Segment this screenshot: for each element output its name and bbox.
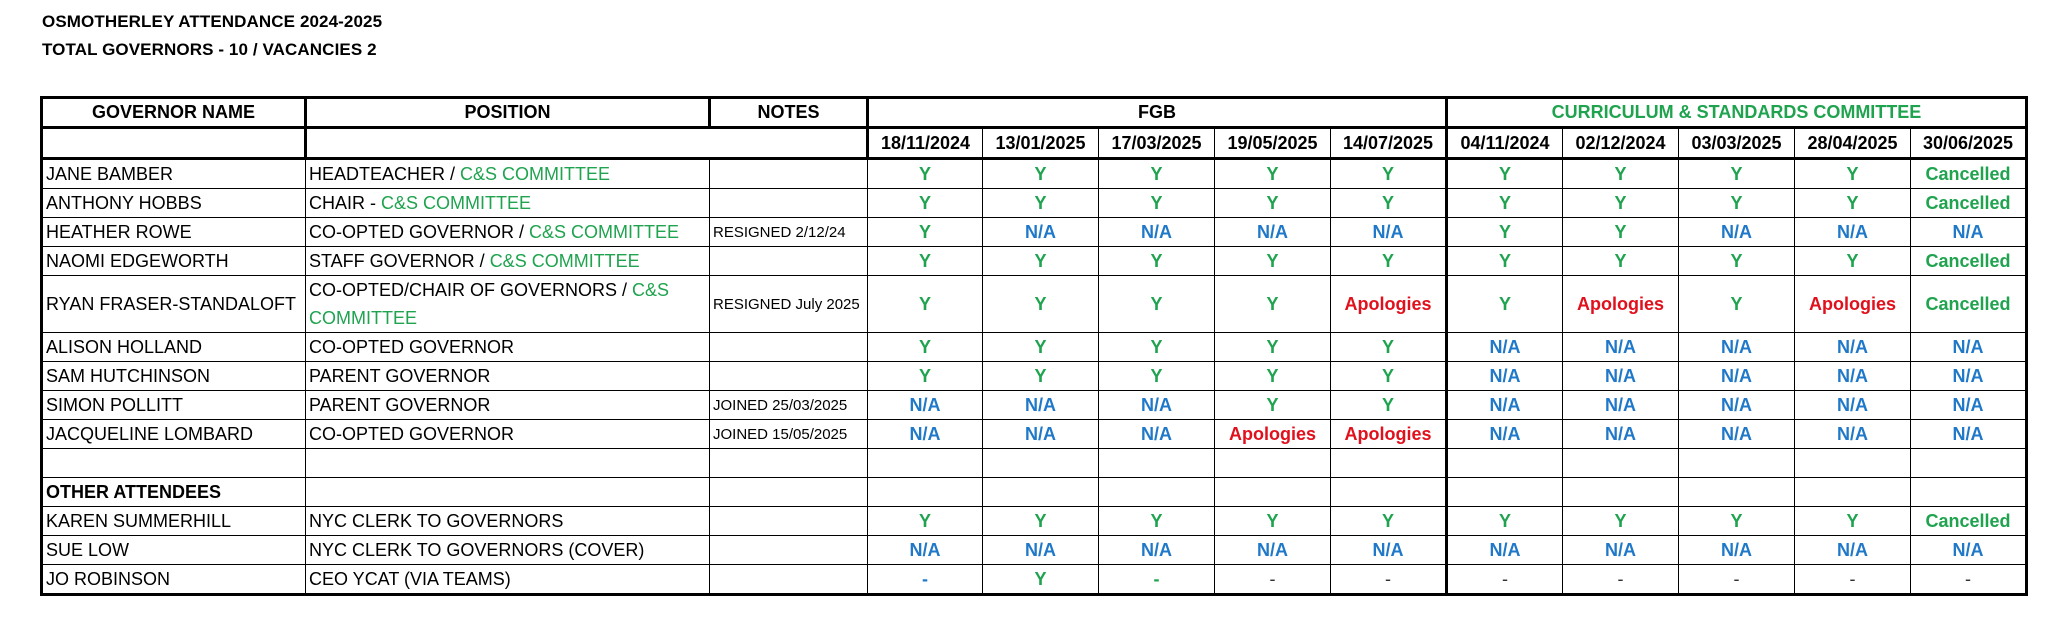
table-row [42, 507, 2027, 536]
attendance-cell: Cancelled [1911, 276, 2027, 333]
attendance-cell: Y [1331, 333, 1447, 362]
attendance-cell: Y [1215, 189, 1331, 218]
notes-cell [710, 507, 868, 536]
attendance-cell: Y [1215, 333, 1331, 362]
attendance-cell: Y [1099, 333, 1215, 362]
table-row [42, 391, 2027, 420]
position-cell [306, 565, 710, 595]
attendance-cell: N/A [1563, 420, 1679, 449]
attendance-cell: N/A [1911, 218, 2027, 247]
table-row [42, 276, 2027, 333]
position-text: CHAIR - [309, 192, 381, 213]
attendance-cell: N/A [1447, 362, 1563, 391]
attendance-cell: N/A [1795, 333, 1911, 362]
table-row [42, 536, 2027, 565]
attendance-cell: N/A [1331, 218, 1447, 247]
attendance-cell: Y [1795, 189, 1911, 218]
attendance-cell: - [1795, 565, 1911, 595]
attendance-cell: Y [1795, 247, 1911, 276]
header-notes: NOTES [710, 98, 868, 128]
position-cell [306, 218, 710, 247]
position-cell [306, 507, 710, 536]
table-row [42, 362, 2027, 391]
attendance-cell: Y [1099, 276, 1215, 333]
governor-name-cell: HEATHER ROWE [42, 218, 306, 247]
attendance-cell: N/A [1679, 362, 1795, 391]
attendance-cell: Apologies [1795, 276, 1911, 333]
attendance-cell: Y [1331, 507, 1447, 536]
position-cell [306, 189, 710, 218]
blank-cell [1563, 478, 1679, 507]
governor-name-cell: NAOMI EDGEWORTH [42, 247, 306, 276]
attendance-cell: N/A [1795, 536, 1911, 565]
attendance-cell: Y [868, 362, 983, 391]
attendance-cell: Y [983, 362, 1099, 391]
attendance-cell: - [1331, 565, 1447, 595]
date-header: 03/03/2025 [1679, 128, 1795, 159]
blank-cell [1331, 478, 1447, 507]
date-header: 30/06/2025 [1911, 128, 2027, 159]
attendance-cell: N/A [1099, 218, 1215, 247]
date-header: 14/07/2025 [1331, 128, 1447, 159]
notes-cell: RESIGNED July 2025 [710, 276, 868, 333]
blank-cell [42, 449, 306, 478]
attendance-cell: N/A [1795, 218, 1911, 247]
attendance-cell: N/A [1099, 536, 1215, 565]
attendance-cell: N/A [1795, 362, 1911, 391]
blank-cell [306, 478, 710, 507]
position-cell [306, 159, 710, 189]
attendance-cell: Y [1215, 507, 1331, 536]
attendance-cell: Y [1099, 189, 1215, 218]
attendance-cell: Y [1447, 218, 1563, 247]
attendance-cell: Y [1447, 507, 1563, 536]
attendance-cell: N/A [983, 420, 1099, 449]
attendance-cell: Y [1679, 159, 1795, 189]
date-header: 04/11/2024 [1447, 128, 1563, 159]
attendance-cell: N/A [983, 536, 1099, 565]
attendance-cell: - [1099, 565, 1215, 595]
committee-label: C&S COMMITTEE [529, 221, 680, 242]
date-header: 17/03/2025 [1099, 128, 1215, 159]
attendance-cell: - [1215, 565, 1331, 595]
section-row [42, 478, 2027, 507]
attendance-cell: N/A [1911, 420, 2027, 449]
notes-cell [710, 247, 868, 276]
attendance-cell: Y [1099, 159, 1215, 189]
attendance-table [40, 96, 2028, 596]
governor-name-cell: SIMON POLLITT [42, 391, 306, 420]
table-row [42, 333, 2027, 362]
position-cell [306, 247, 710, 276]
position-cell [306, 536, 710, 565]
blank-cell [1911, 478, 2027, 507]
notes-cell [710, 159, 868, 189]
position-text: CO-OPTED GOVERNOR / [309, 221, 530, 242]
notes-cell: JOINED 15/05/2025 [710, 420, 868, 449]
blank-cell [1331, 449, 1447, 478]
governor-name-cell: JANE BAMBER [42, 159, 306, 189]
attendance-cell: Y [868, 159, 983, 189]
date-header: 19/05/2025 [1215, 128, 1331, 159]
date-header: 28/04/2025 [1795, 128, 1911, 159]
attendance-cell: Y [983, 189, 1099, 218]
attendance-cell: Cancelled [1911, 159, 2027, 189]
position-text: CO-OPTED GOVERNOR [309, 423, 515, 444]
position-cell [306, 333, 710, 362]
attendance-cell: Y [983, 507, 1099, 536]
attendance-cell: Y [1331, 391, 1447, 420]
blank-cell [1099, 449, 1215, 478]
blank-cell [306, 449, 710, 478]
attendance-cell: N/A [1911, 391, 2027, 420]
attendance-cell: N/A [1795, 420, 1911, 449]
governor-name-cell: KAREN SUMMERHILL [42, 507, 306, 536]
attendance-cell: - [868, 565, 983, 595]
table-row [42, 218, 2027, 247]
attendance-cell: Y [1099, 362, 1215, 391]
blank-cell [1215, 478, 1331, 507]
blank-cell [1215, 449, 1331, 478]
attendance-cell: N/A [1447, 333, 1563, 362]
date-header: 13/01/2025 [983, 128, 1099, 159]
blank-cell [1563, 449, 1679, 478]
attendance-cell: Y [983, 276, 1099, 333]
header-cs-committee: CURRICULUM & STANDARDS COMMITTEE [1447, 98, 2027, 128]
attendance-cell: N/A [1679, 333, 1795, 362]
committee-label: C&S COMMITTEE [460, 163, 611, 184]
attendance-cell: - [1447, 565, 1563, 595]
attendance-cell: N/A [1331, 536, 1447, 565]
position-cell [306, 362, 710, 391]
attendance-cell: Y [1215, 247, 1331, 276]
attendance-cell: Cancelled [1911, 247, 2027, 276]
blank-cell [1679, 449, 1795, 478]
attendance-cell: N/A [1099, 420, 1215, 449]
attendance-cell: Y [1447, 159, 1563, 189]
position-text: CO-OPTED GOVERNOR [309, 336, 515, 357]
position-text: STAFF GOVERNOR / [309, 250, 490, 271]
notes-cell: JOINED 25/03/2025 [710, 391, 868, 420]
attendance-cell: Y [1099, 507, 1215, 536]
attendance-cell: Y [1679, 507, 1795, 536]
blank-cell [710, 449, 868, 478]
attendance-cell: N/A [1447, 536, 1563, 565]
blank-cell [1679, 478, 1795, 507]
position-text: HEADTEACHER / [309, 163, 461, 184]
governor-name-cell: SAM HUTCHINSON [42, 362, 306, 391]
table-row [42, 565, 2027, 595]
attendance-cell: N/A [1911, 333, 2027, 362]
attendance-cell: Y [983, 247, 1099, 276]
attendance-cell: Y [1447, 276, 1563, 333]
attendance-cell: N/A [1795, 391, 1911, 420]
notes-cell [710, 565, 868, 595]
committee-label: C&S COMMITTEE [381, 192, 532, 213]
notes-cell [710, 189, 868, 218]
attendance-cell: Apologies [1331, 276, 1447, 333]
position-text: NYC CLERK TO GOVERNORS (COVER) [309, 539, 645, 560]
attendance-cell: Y [1563, 507, 1679, 536]
blank-cell [868, 478, 983, 507]
governor-name-cell: RYAN FRASER-STANDALOFT [42, 276, 306, 333]
attendance-cell: N/A [1099, 391, 1215, 420]
blank-cell [1795, 449, 1911, 478]
attendance-cell: Y [868, 218, 983, 247]
attendance-cell: Y [1563, 247, 1679, 276]
attendance-cell: Y [1447, 247, 1563, 276]
attendance-cell: Apologies [1331, 420, 1447, 449]
date-header: 02/12/2024 [1563, 128, 1679, 159]
blank-cell [1795, 478, 1911, 507]
attendance-cell: Y [1099, 247, 1215, 276]
attendance-cell: Y [868, 333, 983, 362]
attendance-cell: Y [1795, 159, 1911, 189]
header-position: POSITION [306, 98, 710, 128]
attendance-cell: N/A [1563, 536, 1679, 565]
attendance-cell: Y [983, 159, 1099, 189]
blank-cell [868, 449, 983, 478]
header-fgb: FGB [868, 98, 1447, 128]
attendance-cell: N/A [1911, 362, 2027, 391]
committee-label: C&S COMMITTEE [489, 250, 640, 271]
attendance-cell: Y [1795, 507, 1911, 536]
attendance-cell: N/A [1679, 218, 1795, 247]
notes-cell: RESIGNED 2/12/24 [710, 218, 868, 247]
position-text: NYC CLERK TO GOVERNORS [309, 510, 564, 531]
attendance-cell: Y [1563, 218, 1679, 247]
blank-cell [1911, 449, 2027, 478]
table-row [42, 189, 2027, 218]
attendance-cell: Y [1331, 247, 1447, 276]
attendance-cell: Y [1563, 159, 1679, 189]
attendance-cell: Y [868, 276, 983, 333]
table-row [42, 247, 2027, 276]
governor-name-cell: JACQUELINE LOMBARD [42, 420, 306, 449]
header-blank-position [306, 128, 868, 159]
governor-name-cell: SUE LOW [42, 536, 306, 565]
sheet-subtitle: TOTAL GOVERNORS - 10 / VACANCIES 2 [42, 40, 377, 59]
attendance-cell: - [1563, 565, 1679, 595]
blank-cell [1099, 478, 1215, 507]
attendance-cell: N/A [983, 218, 1099, 247]
attendance-cell: Y [1447, 189, 1563, 218]
attendance-cell: Y [1215, 276, 1331, 333]
attendance-cell: N/A [1679, 420, 1795, 449]
attendance-cell: Y [983, 333, 1099, 362]
position-text: CO-OPTED/CHAIR OF GOVERNORS / [309, 280, 633, 300]
notes-cell [710, 362, 868, 391]
attendance-cell: N/A [868, 420, 983, 449]
attendance-cell: Apologies [1215, 420, 1331, 449]
blank-cell [1447, 478, 1563, 507]
position-text: CEO YCAT (VIA TEAMS) [309, 568, 511, 589]
attendance-cell: Y [1215, 391, 1331, 420]
attendance-cell: Y [1215, 362, 1331, 391]
section-heading: OTHER ATTENDEES [42, 478, 306, 507]
sheet-title: OSMOTHERLEY ATTENDANCE 2024-2025 [42, 12, 383, 31]
attendance-cell: N/A [1215, 218, 1331, 247]
committee-label: C&S COMMITTEE [309, 280, 670, 328]
attendance-cell: N/A [1679, 391, 1795, 420]
attendance-cell: Cancelled [1911, 189, 2027, 218]
header-blank-name [42, 128, 306, 159]
attendance-cell: - [1679, 565, 1795, 595]
attendance-cell: N/A [868, 391, 983, 420]
attendance-cell: N/A [1563, 333, 1679, 362]
attendance-cell: Y [1679, 247, 1795, 276]
attendance-cell: Y [1331, 189, 1447, 218]
position-cell [306, 276, 710, 333]
blank-cell [983, 478, 1099, 507]
attendance-cell: N/A [1911, 536, 2027, 565]
attendance-cell: Y [868, 247, 983, 276]
attendance-cell: Y [1679, 189, 1795, 218]
governor-name-cell: ANTHONY HOBBS [42, 189, 306, 218]
attendance-cell: Y [1331, 159, 1447, 189]
attendance-cell: N/A [1447, 391, 1563, 420]
date-header: 18/11/2024 [868, 128, 983, 159]
attendance-cell: N/A [1447, 420, 1563, 449]
governor-name-cell: ALISON HOLLAND [42, 333, 306, 362]
notes-cell [710, 333, 868, 362]
attendance-cell: N/A [983, 391, 1099, 420]
position-text: PARENT GOVERNOR [309, 394, 491, 415]
attendance-cell: Y [1563, 189, 1679, 218]
blank-cell [983, 449, 1099, 478]
attendance-cell: Y [868, 189, 983, 218]
attendance-cell: - [1911, 565, 2027, 595]
blank-row [42, 449, 2027, 478]
blank-cell [710, 478, 868, 507]
attendance-cell: Y [1679, 276, 1795, 333]
attendance-cell: Y [983, 565, 1099, 595]
attendance-cell: Y [1331, 362, 1447, 391]
attendance-cell: Cancelled [1911, 507, 2027, 536]
attendance-cell: N/A [1215, 536, 1331, 565]
governor-name-cell: JO ROBINSON [42, 565, 306, 595]
attendance-cell: N/A [868, 536, 983, 565]
position-cell [306, 391, 710, 420]
attendance-cell: Y [868, 507, 983, 536]
attendance-cell: N/A [1563, 391, 1679, 420]
header-governor-name: GOVERNOR NAME [42, 98, 306, 128]
table-row [42, 159, 2027, 189]
blank-cell [1447, 449, 1563, 478]
table-row [42, 420, 2027, 449]
notes-cell [710, 536, 868, 565]
position-text: PARENT GOVERNOR [309, 365, 491, 386]
attendance-cell: Y [1215, 159, 1331, 189]
attendance-cell: N/A [1679, 536, 1795, 565]
attendance-cell: Apologies [1563, 276, 1679, 333]
position-cell [306, 420, 710, 449]
attendance-cell: N/A [1563, 362, 1679, 391]
